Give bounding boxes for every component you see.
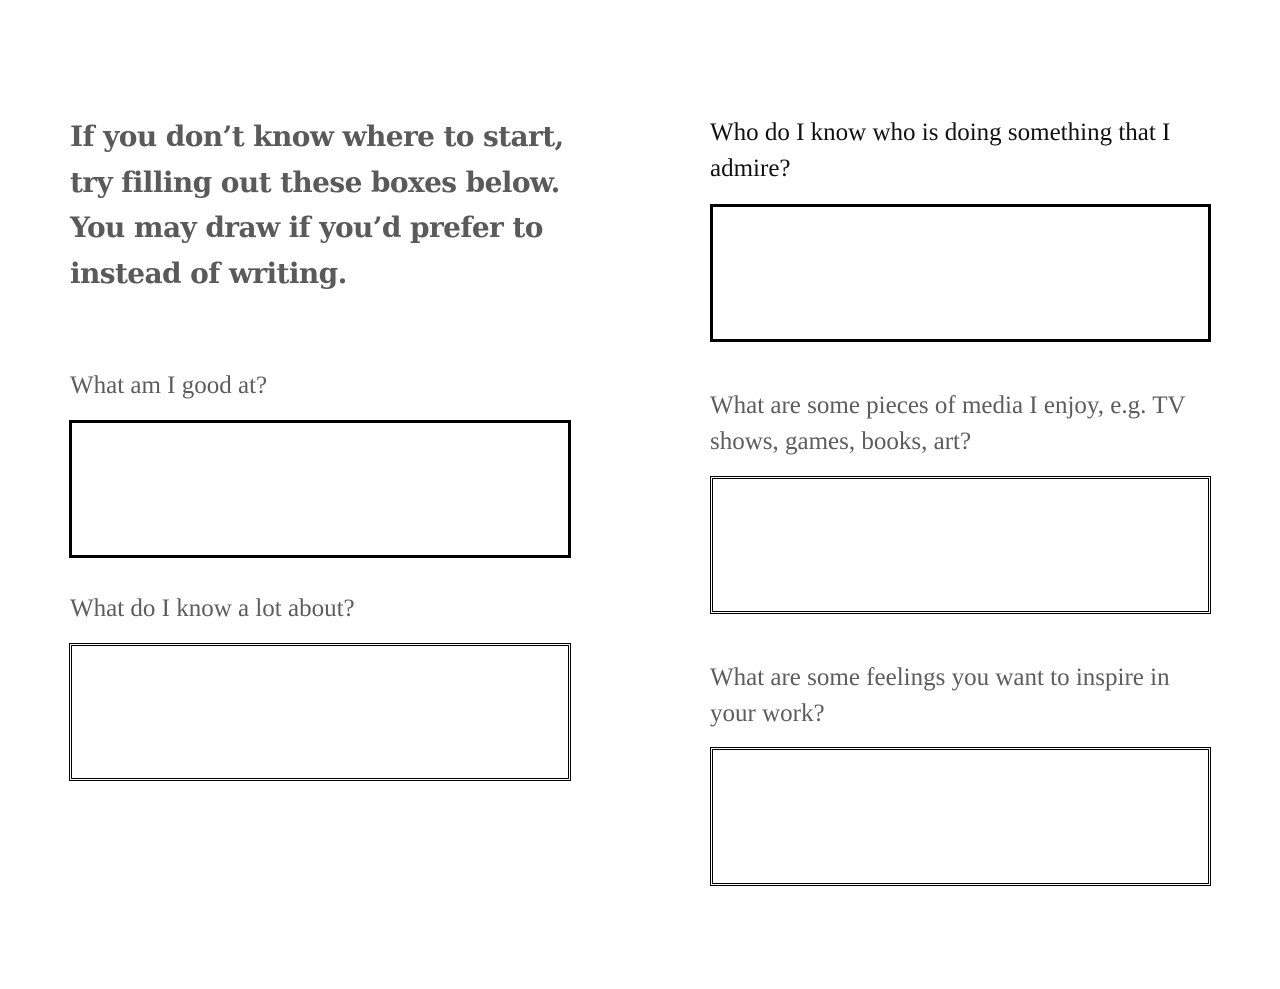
question-know-a-lot: What do I know a lot about? [70,595,355,622]
question-who-admire: Who do I know who is doing something that I admire? [710,119,1171,182]
answer-box-media-enjoy[interactable] [710,476,1211,614]
answer-box-good-at[interactable] [69,420,571,558]
answer-box-know-a-lot[interactable] [69,643,571,781]
intro-heading: If you don’t know where to start, try filling out these boxes below. You may draw if you’d prefer to instead of writing. [70,120,564,290]
answer-box-who-admire[interactable] [710,204,1211,342]
question-media-enjoy: What are some pieces of media I enjoy, e.g. TV shows, games, books, art? [710,392,1186,455]
question-good-at: What am I good at? [70,372,268,399]
answer-box-feelings-inspire[interactable] [710,747,1211,886]
question-feelings-inspire: What are some feelings you want to inspire in your work? [710,664,1170,727]
